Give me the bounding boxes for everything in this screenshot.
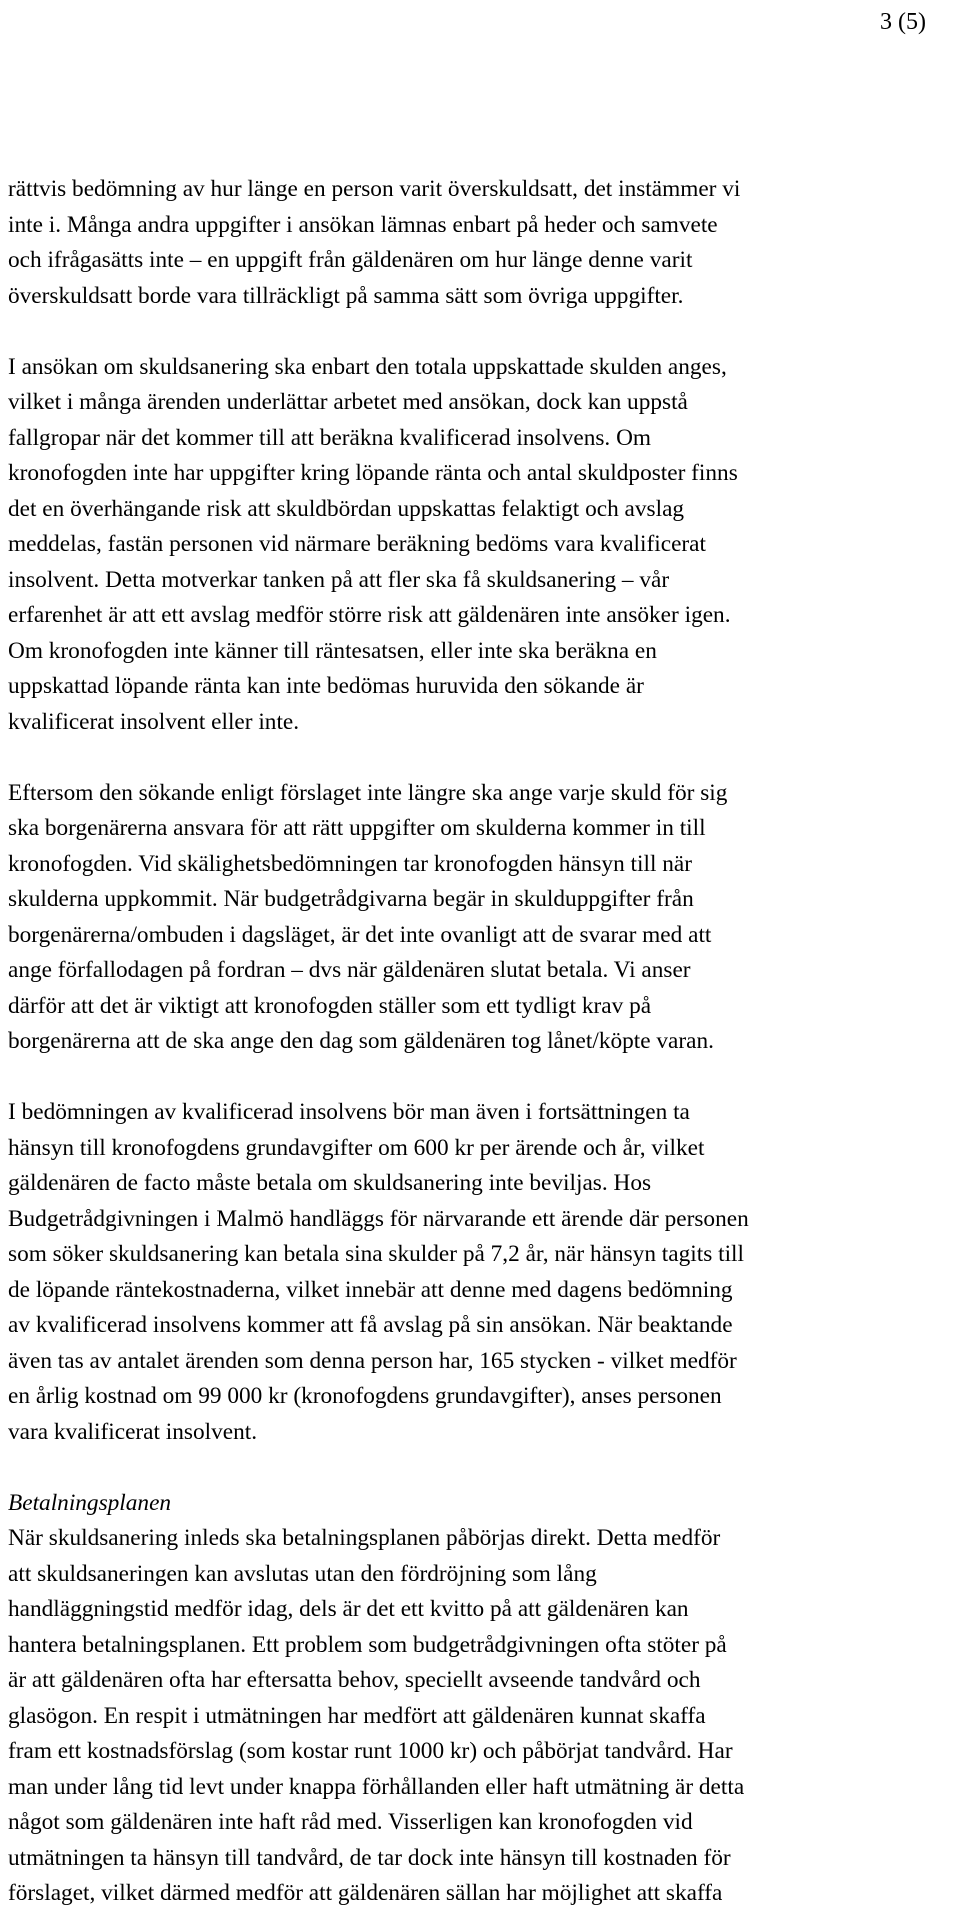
text-line: som söker skuldsanering kan betala sina skulder på 7,2 år, när hänsyn tagits till	[8, 1241, 744, 1267]
text-line: även tas av antalet ärenden som denna person har, 165 stycken - vilket medför	[8, 1347, 737, 1374]
paragraph-3	[8, 776, 952, 1060]
text-line: man under lång tid levt under knappa förhållanden eller haft utmätning är detta	[8, 1773, 745, 1800]
text-line: handläggningstid medför idag, dels är det ett kvitto på att gäldenären kan	[8, 1596, 689, 1622]
text-line: meddelas, fastän personen vid närmare beräkning bedöms vara kvalificerat	[8, 531, 706, 557]
text-line: I bedömningen av kvalificerad insolvens bör man även i fortsättningen ta	[8, 1099, 690, 1125]
text-line: borgenärerna att de ska ange den dag som gäldenären tog lånet/köpte varan.	[8, 1028, 714, 1054]
text-line: av kvalificerad insolvens kommer att få avslag på sin ansökan. När beaktande	[8, 1312, 733, 1338]
paragraph-spacer	[8, 1450, 952, 1486]
text-line: ska borgenärerna ansvara för att rätt uppgifter om skulderna kommer in till	[8, 815, 706, 841]
text-line: kronofogden. Vid skälighetsbedömningen tar kronofogden hänsyn till när	[8, 850, 693, 877]
text-line: hantera betalningsplanen. Ett problem som budgetrådgivningen ofta stöter på	[8, 1631, 727, 1658]
paragraph-spacer	[8, 1060, 952, 1096]
paragraph-spacer	[8, 740, 952, 776]
text-line: Eftersom den sökande enligt förslaget inte längre ska ange varje skuld för sig	[8, 779, 728, 806]
document-body	[8, 172, 952, 1912]
paragraph-1	[8, 172, 952, 314]
text-line: vilket i många ärenden underlättar arbetet med ansökan, dock kan uppstå	[8, 389, 688, 415]
text-line: kronofogden inte har uppgifter kring löpande ränta och antal skuldposter finns	[8, 460, 738, 486]
paragraph-2	[8, 350, 952, 741]
section-heading: Betalningsplanen	[8, 1489, 172, 1516]
text-line: överskuldsatt borde vara tillräckligt på samma sätt som övriga uppgifter.	[8, 282, 684, 309]
text-line: och ifrågasätts inte – en uppgift från gäldenären om hur länge denne varit	[8, 247, 693, 273]
paragraph-spacer	[8, 314, 952, 350]
text-line: Om kronofogden inte känner till räntesatsen, eller inte ska beräkna en	[8, 637, 657, 664]
text-line: förslaget, vilket därmed medför att gäldenären sällan har möjlighet att skaffa	[8, 1880, 723, 1906]
text-line: ange förfallodagen på fordran – dvs när gäldenären slutat betala. Vi anser	[8, 957, 691, 983]
section-betalningsplanen	[8, 1486, 952, 1912]
text-line: något som gäldenären inte haft råd med. Visserligen kan kronofogden vid	[8, 1809, 693, 1835]
text-line: hänsyn till kronofogdens grundavgifter om 600 kr per ärende och år, vilket	[8, 1134, 705, 1161]
paragraph-4	[8, 1095, 952, 1450]
text-line: borgenärerna/ombuden i dagsläget, är det inte ovanligt att de svarar med att	[8, 921, 712, 948]
text-line: en årlig kostnad om 99 000 kr (kronofogdens grundavgifter), anses personen	[8, 1383, 722, 1409]
text-line: uppskattad löpande ränta kan inte bedömas huruvida den sökande är	[8, 673, 644, 699]
text-line: När skuldsanering inleds ska betalningsplanen påbörjas direkt. Detta medför	[8, 1525, 721, 1551]
text-line: det en överhängande risk att skuldbördan uppskattas felaktigt och avslag	[8, 495, 685, 522]
text-line: vara kvalificerat insolvent.	[8, 1418, 258, 1445]
text-line: insolvent. Detta motverkar tanken på att fler ska få skuldsanering – vår	[8, 566, 670, 593]
text-line: glasögon. En respit i utmätningen har medfört att gäldenären kunnat skaffa	[8, 1702, 706, 1729]
text-line: fram ett kostnadsförslag (som kostar runt 1000 kr) och påbörjat tandvård. Har	[8, 1738, 733, 1764]
text-line: kvalificerat insolvent eller inte.	[8, 708, 300, 735]
text-line: rättvis bedömning av hur länge en person varit överskuldsatt, det instämmer vi	[8, 176, 741, 202]
text-line: Budgetrådgivningen i Malmö handläggs för närvarande ett ärende där personen	[8, 1205, 749, 1232]
text-line: I ansökan om skuldsanering ska enbart den totala uppskattade skulden anges,	[8, 353, 727, 380]
text-line: erfarenhet är att ett avslag medför större risk att gäldenären inte ansöker igen.	[8, 602, 731, 628]
page-number: 3 (5)	[880, 9, 926, 35]
text-line: fallgropar när det kommer till att beräkna kvalificerad insolvens. Om	[8, 424, 652, 451]
text-line: gäldenären de facto måste betala om skuldsanering inte beviljas. Hos	[8, 1170, 652, 1196]
text-line: skulderna uppkommit. När budgetrådgivarna begär in skulduppgifter från	[8, 886, 694, 912]
text-line: inte i. Många andra uppgifter i ansökan lämnas enbart på heder och samvete	[8, 211, 718, 238]
text-line: därför att det är viktigt att kronofogden ställer som ett tydligt krav på	[8, 992, 652, 1019]
text-line: är att gäldenären ofta har eftersatta behov, speciellt avseende tandvård och	[8, 1667, 701, 1693]
text-line: att skuldsaneringen kan avslutas utan den fördröjning som lång	[8, 1560, 597, 1587]
text-line: de löpande räntekostnaderna, vilket innebär att denne med dagens bedömning	[8, 1276, 733, 1303]
text-line: utmätningen ta hänsyn till tandvård, de tar dock inte hänsyn till kostnaden för	[8, 1844, 731, 1871]
